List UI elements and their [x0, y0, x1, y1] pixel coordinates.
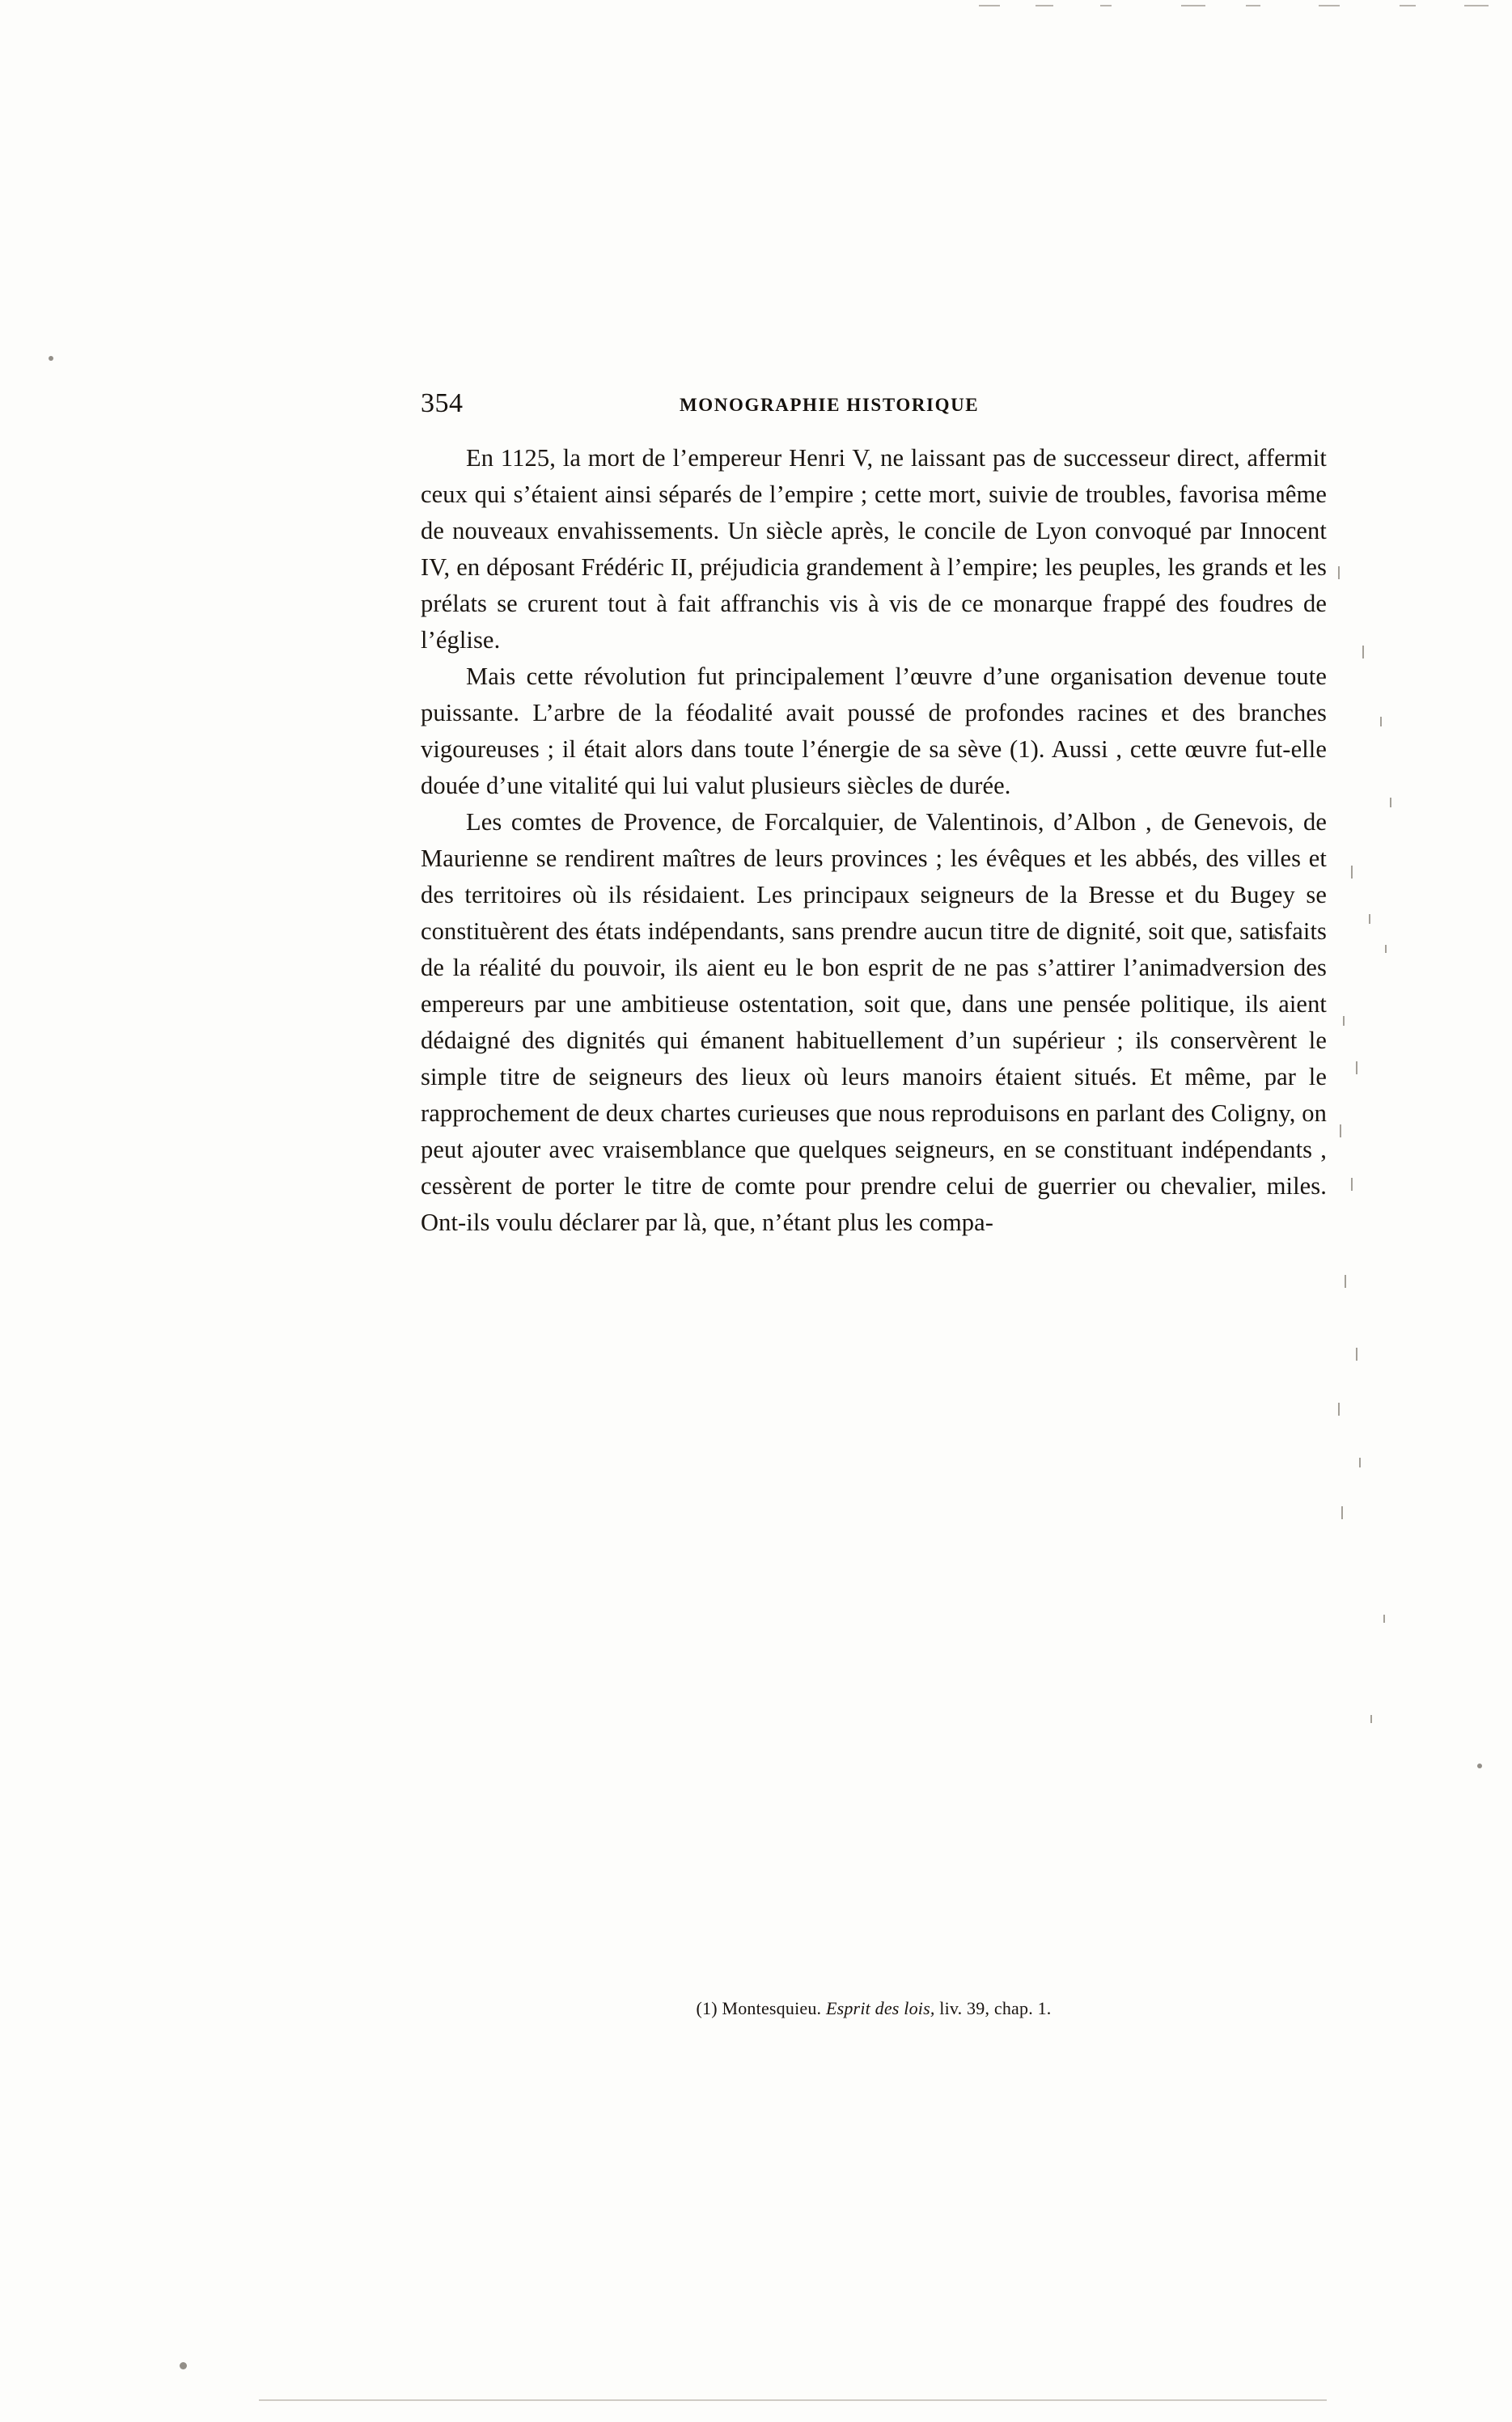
running-head: MONOGRAPHIE HISTORIQUE [680, 395, 980, 415]
edge-speck [1477, 1764, 1482, 1768]
footnote-author: Montesquieu. [722, 1998, 822, 2018]
edge-speck [49, 356, 53, 361]
footnote-work-title: Esprit des lois, [825, 1998, 935, 2018]
page-body [421, 388, 1327, 1241]
top-edge-marks [979, 0, 1497, 11]
footnote [421, 1998, 1327, 2019]
paragraph: Mais cette révolution fut principalement l’œuvre d’une organisation devenue toute puissante. L’arbre de la féodalité avait poussé de profondes racines et des branches vigoureuses ; il était alors dans toute l’énergie de sa sève (1). Aussi , cette œuvre fut-elle douée d’une vitalité qui lui valut plusieurs siècles de durée. [421, 663, 1327, 799]
footnote-marker: (1) [696, 1998, 718, 2018]
footnote-area [421, 1998, 1327, 2019]
edge-speck [180, 2362, 187, 2369]
margin-scan-artifacts [1327, 566, 1391, 1764]
page-number: 354 [421, 388, 464, 418]
paragraph: En 1125, la mort de l’empereur Henri V, ne laissant pas de successeur direct, affermit ceux qui s’étaient ainsi séparés de l’empire ; cette mort, suivie de troubles, favorisa même de nouveaux envahissements. Un siècle après, le concile de Lyon convoqué par Innocent IV, en déposant Frédéric II, préjudicia grandement à l’empire; les peuples, les grands et les prélats se crurent tout à fait affranchis vis à vis de ce monarque frappé des foudres de l’église. [421, 444, 1327, 654]
page-bottom-rule [259, 2399, 1327, 2401]
footnote-reference: liv. 39, chap. 1. [939, 1998, 1052, 2018]
page-header [421, 388, 1327, 426]
paragraph: Les comtes de Provence, de Forcalquier, de Valentinois, d’Albon , de Genevois, de Maurienne se rendirent maîtres de leurs provinces ; les évêques et les abbés, des villes et des territoires où ils résidaient. Les principaux seigneurs de la Bresse et du Bugey se constituèrent des états indépendants, sans prendre aucun titre de dignité, soit que, satisfaits de la réalité du pouvoir, ils aient eu le bon esprit de ne pas s’attirer l’animadversion des empereurs par une ambitieuse ostentation, soit que, dans une pensée politique, ils aient dédaigné des dignités qui émanent habituellement d’un supérieur ; ils conservèrent le simple titre de seigneurs des lieux où leurs manoirs étaient situés. Et même, par le rapprochement de deux chartes curieuses que nous reproduisons en parlant des Coligny, on peut ajouter avec vraisemblance que quelques seigneurs, en se constituant indépendants , cessèrent de porter le titre de comte pour prendre celui de guerrier ou chevalier, miles. Ont-ils voulu déclarer par là, que, n’étant plus les compa- [421, 808, 1327, 1236]
